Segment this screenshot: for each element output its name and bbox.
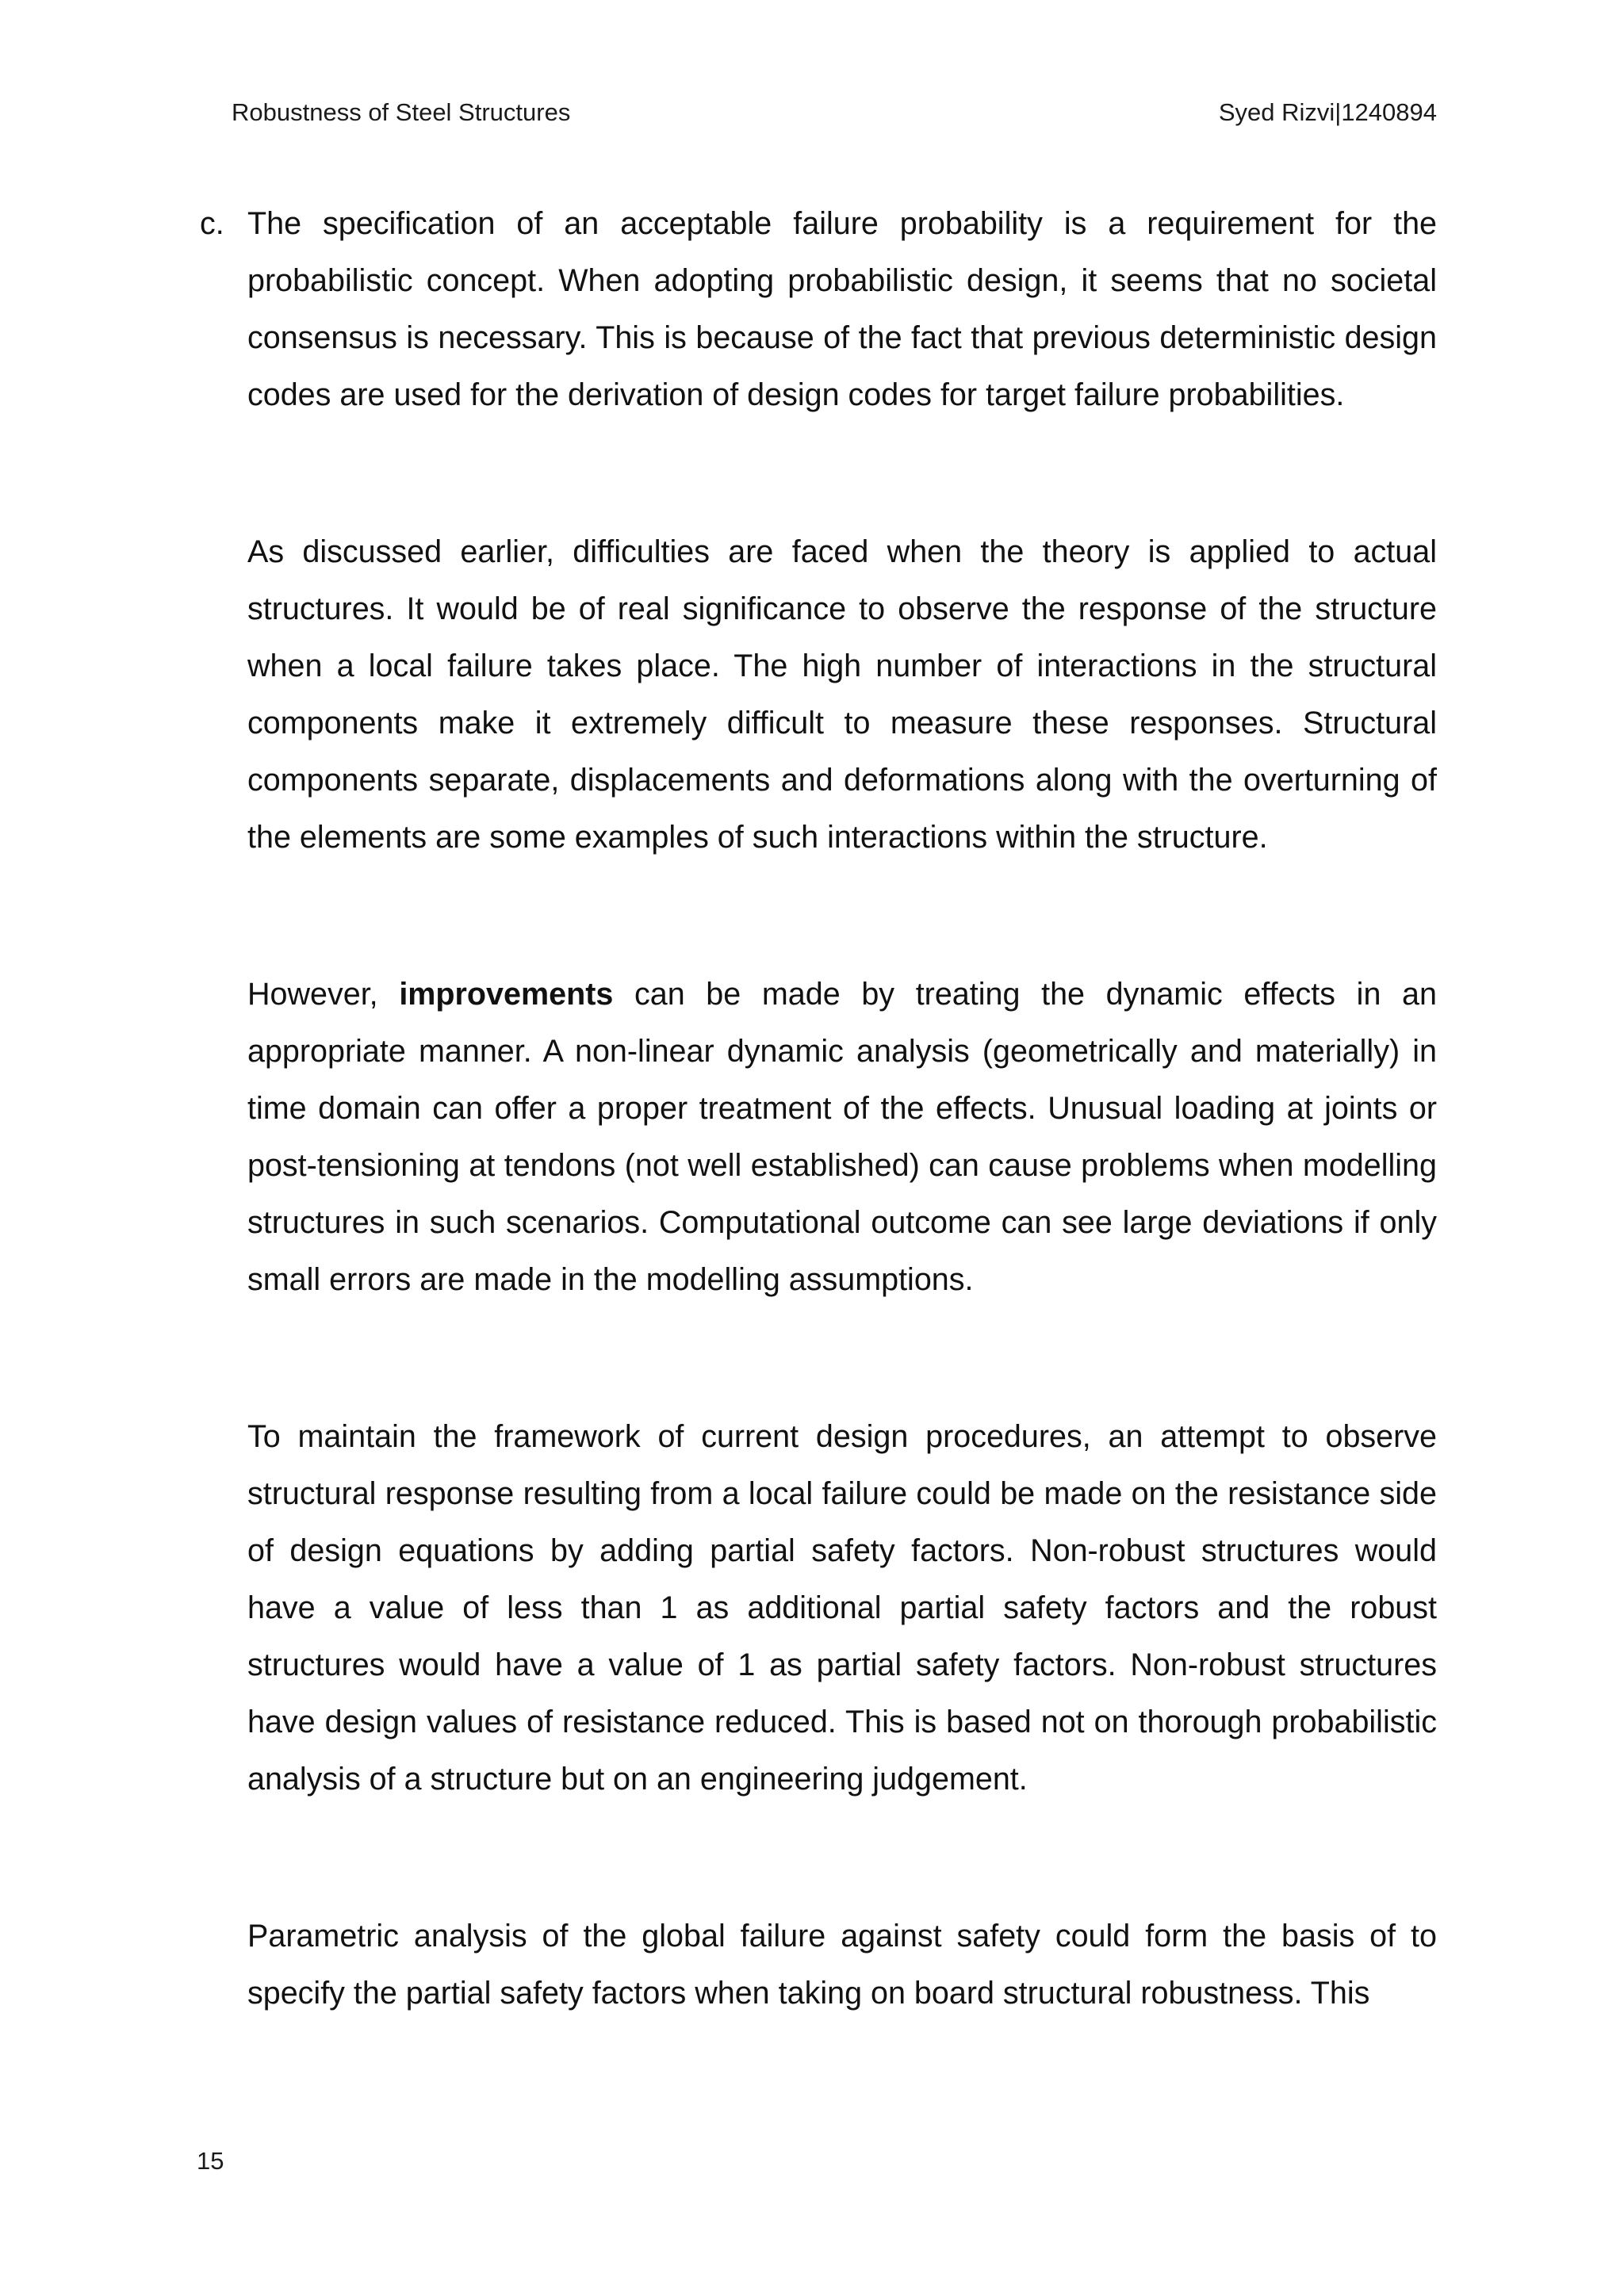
list-marker: c. — [200, 206, 224, 241]
paragraph-parametric: Parametric analysis of the global failure against safety could form the basis of to specify the partial safety factors when taking on board structural robustness. This — [247, 1919, 1437, 2011]
paragraph-improvements-rest: can be made by treating the dynamic effects in an appropriate manner. A non-linear dynamic analysis (geometrically and materially) in time domain can offer a proper treatment of the effects. Unusual loading at joints or post-tensioning at tendons (not well established) can cause problems when modelling structures in such scenarios. Computational outcome can see large deviations if only small errors are made in the modelling assumptions. — [247, 977, 1437, 1297]
bold-keyword: improvements — [399, 977, 614, 1012]
paragraph-improvements — [247, 966, 1437, 1308]
paragraph-framework: To maintain the framework of current design procedures, an attempt to observe structural response resulting from a local failure could be made on the resistance side of design equations by adding partial safety factors. Non-robust structures would have a value of less than 1 as additional partial safety factors and the robust structures would have a value of 1 as partial safety factors. Non-robust structures have design values of resistance reduced. This is based not on thorough probabilistic analysis of a structure but on an engineering judgement. — [247, 1419, 1437, 1797]
page-header — [232, 98, 1437, 133]
page-body — [200, 195, 1437, 2022]
list-item-c — [200, 195, 1437, 423]
document-title: Robustness of Steel Structures — [232, 98, 571, 126]
paragraph-improvements-lead: However, — [247, 977, 400, 1012]
paragraph-difficulties: As discussed earlier, difficulties are faced when the theory is applied to actual structures. It would be of real significance to observe the response of the structure when a local failure takes place. The high number of interactions in the structural components make it extremely difficult to measure these responses. Structural components separate, displacements and deformations along with the overturning of the elements are some examples of such interactions within the structure. — [247, 534, 1437, 855]
page-number: 15 — [197, 2147, 224, 2175]
list-item-text: The specification of an acceptable failure probability is a requirement for the probabilistic concept. When adopting probabilistic design, it seems that no societal consensus is necessary. This is because of the fact that previous deterministic design codes are used for the derivation of design codes for target failure probabilities. — [247, 206, 1437, 412]
author-id: Syed Rizvi|1240894 — [1218, 98, 1437, 126]
